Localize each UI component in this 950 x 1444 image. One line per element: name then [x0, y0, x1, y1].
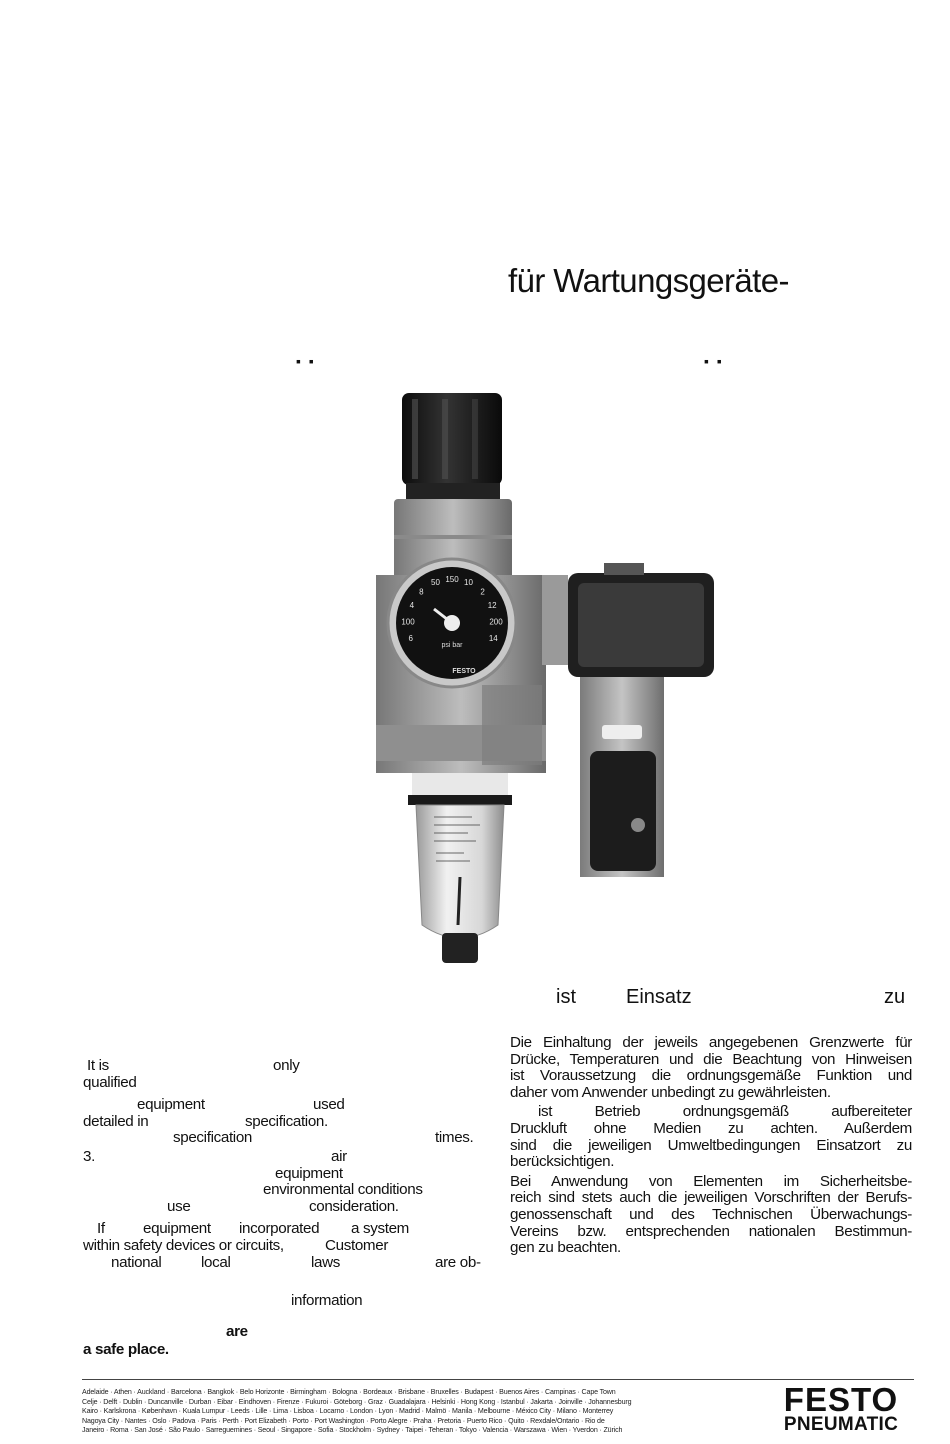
product-photo: [372, 385, 724, 975]
gauge-tick-label: 12: [487, 601, 497, 611]
en-line: [83, 1149, 485, 1166]
de-line: ist Voraussetzung die ordnungsgemäße Funktion und: [510, 1067, 912, 1085]
gauge-tick-label: 10: [464, 578, 473, 588]
de-line: Drücke, Temperaturen und die Beachtung von Hinweisen: [510, 1050, 912, 1068]
en-line: [83, 1199, 485, 1216]
brand-subtitle: PNEUMATIC: [783, 1414, 899, 1435]
de-heading-word-3: zu: [884, 986, 906, 1008]
english-text-column: [83, 1058, 485, 1359]
city-list: [82, 1388, 762, 1436]
en-word: a system: [351, 1220, 409, 1238]
footer-rule: [82, 1379, 914, 1380]
en-word: information: [291, 1292, 363, 1310]
de-line: Druckluft ohne Medien zu achten. Außerdem: [510, 1119, 912, 1137]
en-line: [83, 1075, 485, 1092]
de-heading-word-2: Einsatz: [626, 986, 692, 1008]
gauge-tick-label: 4: [409, 601, 415, 611]
page-title: für Wartungsgeräte-: [508, 262, 789, 299]
en-line: [83, 1130, 485, 1147]
en-word: specification: [173, 1129, 253, 1147]
brand-name: FESTO: [783, 1381, 899, 1418]
en-line: [83, 1182, 485, 1199]
de-line: genossenschaft und des Technischen Überwachungs-: [510, 1205, 912, 1223]
en-word: a safe place.: [83, 1341, 169, 1359]
en-line: [83, 1058, 485, 1075]
en-word: 3.: [83, 1147, 95, 1165]
en-word: If: [97, 1220, 105, 1238]
marks-right: ▪ ▪: [704, 353, 724, 369]
city-line: Janeiro · Roma · San José · São Paulo · Sarreguemines · Seoul · Singapore · Sofia · Stockholm · Sydney · Taipei · Teheran · Tokyo · Valencia · Warszawa · Wien · Yverdon · Zürich: [82, 1426, 623, 1435]
de-line: berücksichtigen.: [510, 1153, 615, 1171]
en-word: national: [111, 1253, 162, 1271]
en-line: [83, 1166, 485, 1183]
en-line: [83, 1324, 485, 1341]
en-word: equipment: [275, 1164, 343, 1182]
gauge-tick-label: 50: [431, 578, 440, 588]
german-text-column: [510, 1035, 912, 1257]
en-word: use: [167, 1197, 191, 1215]
en-word: within safety devices or circuits,: [83, 1236, 284, 1254]
marks-left: ▪ ▪: [296, 353, 316, 369]
en-word: specification.: [245, 1112, 328, 1130]
en-word: detailed in: [83, 1112, 149, 1130]
city-line: Adelaide · Athen · Auckland · Barcelona · Bangkok · Belo Horizonte · Birmingham · Bologna · Bordeaux · Brisbane · Bruxelles · Budapest · Buenos Aires · Campinas · Cape Town: [82, 1388, 616, 1396]
en-word: times.: [435, 1129, 474, 1147]
gauge-brand: FESTO: [452, 668, 476, 675]
en-word: equipment: [137, 1096, 205, 1114]
en-word: only: [273, 1057, 300, 1074]
en-line: [83, 1293, 485, 1310]
de-line: Bei Anwendung von Elementen im Sicherheitsbe-: [510, 1172, 912, 1190]
de-line: daher vom Anwender unbedingt zu gewährleisten.: [510, 1083, 831, 1101]
gauge-tick-label: 150: [445, 575, 459, 584]
en-line: [83, 1114, 485, 1131]
city-line: Kairo · Karlskrona · København · Kuala Lumpur · Leeds · Lille · Lima · Lisboa · Locarno · London · Lyon · Madrid · Malmö · Manila · Melbourne · México City · Milano · Monterrey: [82, 1407, 614, 1416]
en-line: [83, 1342, 485, 1359]
de-line: ist Betrieb ordnungsgemäß aufbereiteter: [538, 1103, 912, 1121]
gauge-tick-label: 2: [480, 587, 485, 597]
gauge-tick-label: 14: [488, 634, 498, 643]
de-line: gen zu beachten.: [510, 1239, 621, 1257]
en-word: used: [313, 1096, 345, 1114]
en-word: qualified: [83, 1073, 137, 1091]
city-line: Nagoya City · Nantes · Oslo · Padova · Paris · Perth · Port Elizabeth · Porto · Port Washington · Porto Alegre · Praha · Pretoria · Puerto Rico · Quito · Rexdale/Ontario · Rio de: [82, 1416, 605, 1425]
de-line: reich sind stets auch die jeweiligen Vorschriften der Berufs-: [510, 1189, 912, 1207]
en-line: [83, 1221, 485, 1238]
de-heading-word-1: ist: [556, 986, 576, 1008]
en-line: [83, 1238, 485, 1255]
de-line: Vereins bzw. entsprechenden nationalen Bestimmun-: [510, 1222, 912, 1240]
en-word: consideration.: [309, 1197, 399, 1215]
en-word: incorporated: [239, 1220, 320, 1238]
city-line: Celje · Delft · Dublin · Duncanville · Durban · Eibar · Eindhoven · Firenze · Fukuroi · Göteborg · Graz · Guadalajara · Helsinki · Hong Kong · Istanbul · Jakarta · Joinville · Johannesburg: [82, 1397, 632, 1406]
gauge-tick-label: 6: [408, 634, 413, 643]
de-line: Die Einhaltung der jeweils angegebenen Grenzwerte für: [510, 1034, 912, 1051]
en-word: local: [201, 1253, 231, 1271]
festo-logo: [770, 1381, 912, 1435]
en-word: environmental conditions: [263, 1181, 423, 1199]
en-word: are ob-: [435, 1253, 481, 1271]
de-line: sind die jeweiligen Umweltbedingungen Einsatzort zu: [510, 1136, 912, 1154]
en-word: equipment: [143, 1220, 211, 1238]
en-word: laws: [311, 1253, 340, 1271]
en-word: It is: [87, 1057, 109, 1074]
en-word: are: [226, 1322, 248, 1340]
gauge-tick-label: 100: [401, 617, 415, 627]
gauge-tick-label: 200: [489, 617, 503, 627]
en-line: [83, 1255, 485, 1272]
en-line: [83, 1097, 485, 1114]
en-word: air: [331, 1147, 347, 1165]
gauge-unit: psi bar: [441, 642, 463, 649]
gauge-tick-label: 8: [419, 587, 424, 597]
en-word: Customer: [325, 1236, 389, 1254]
